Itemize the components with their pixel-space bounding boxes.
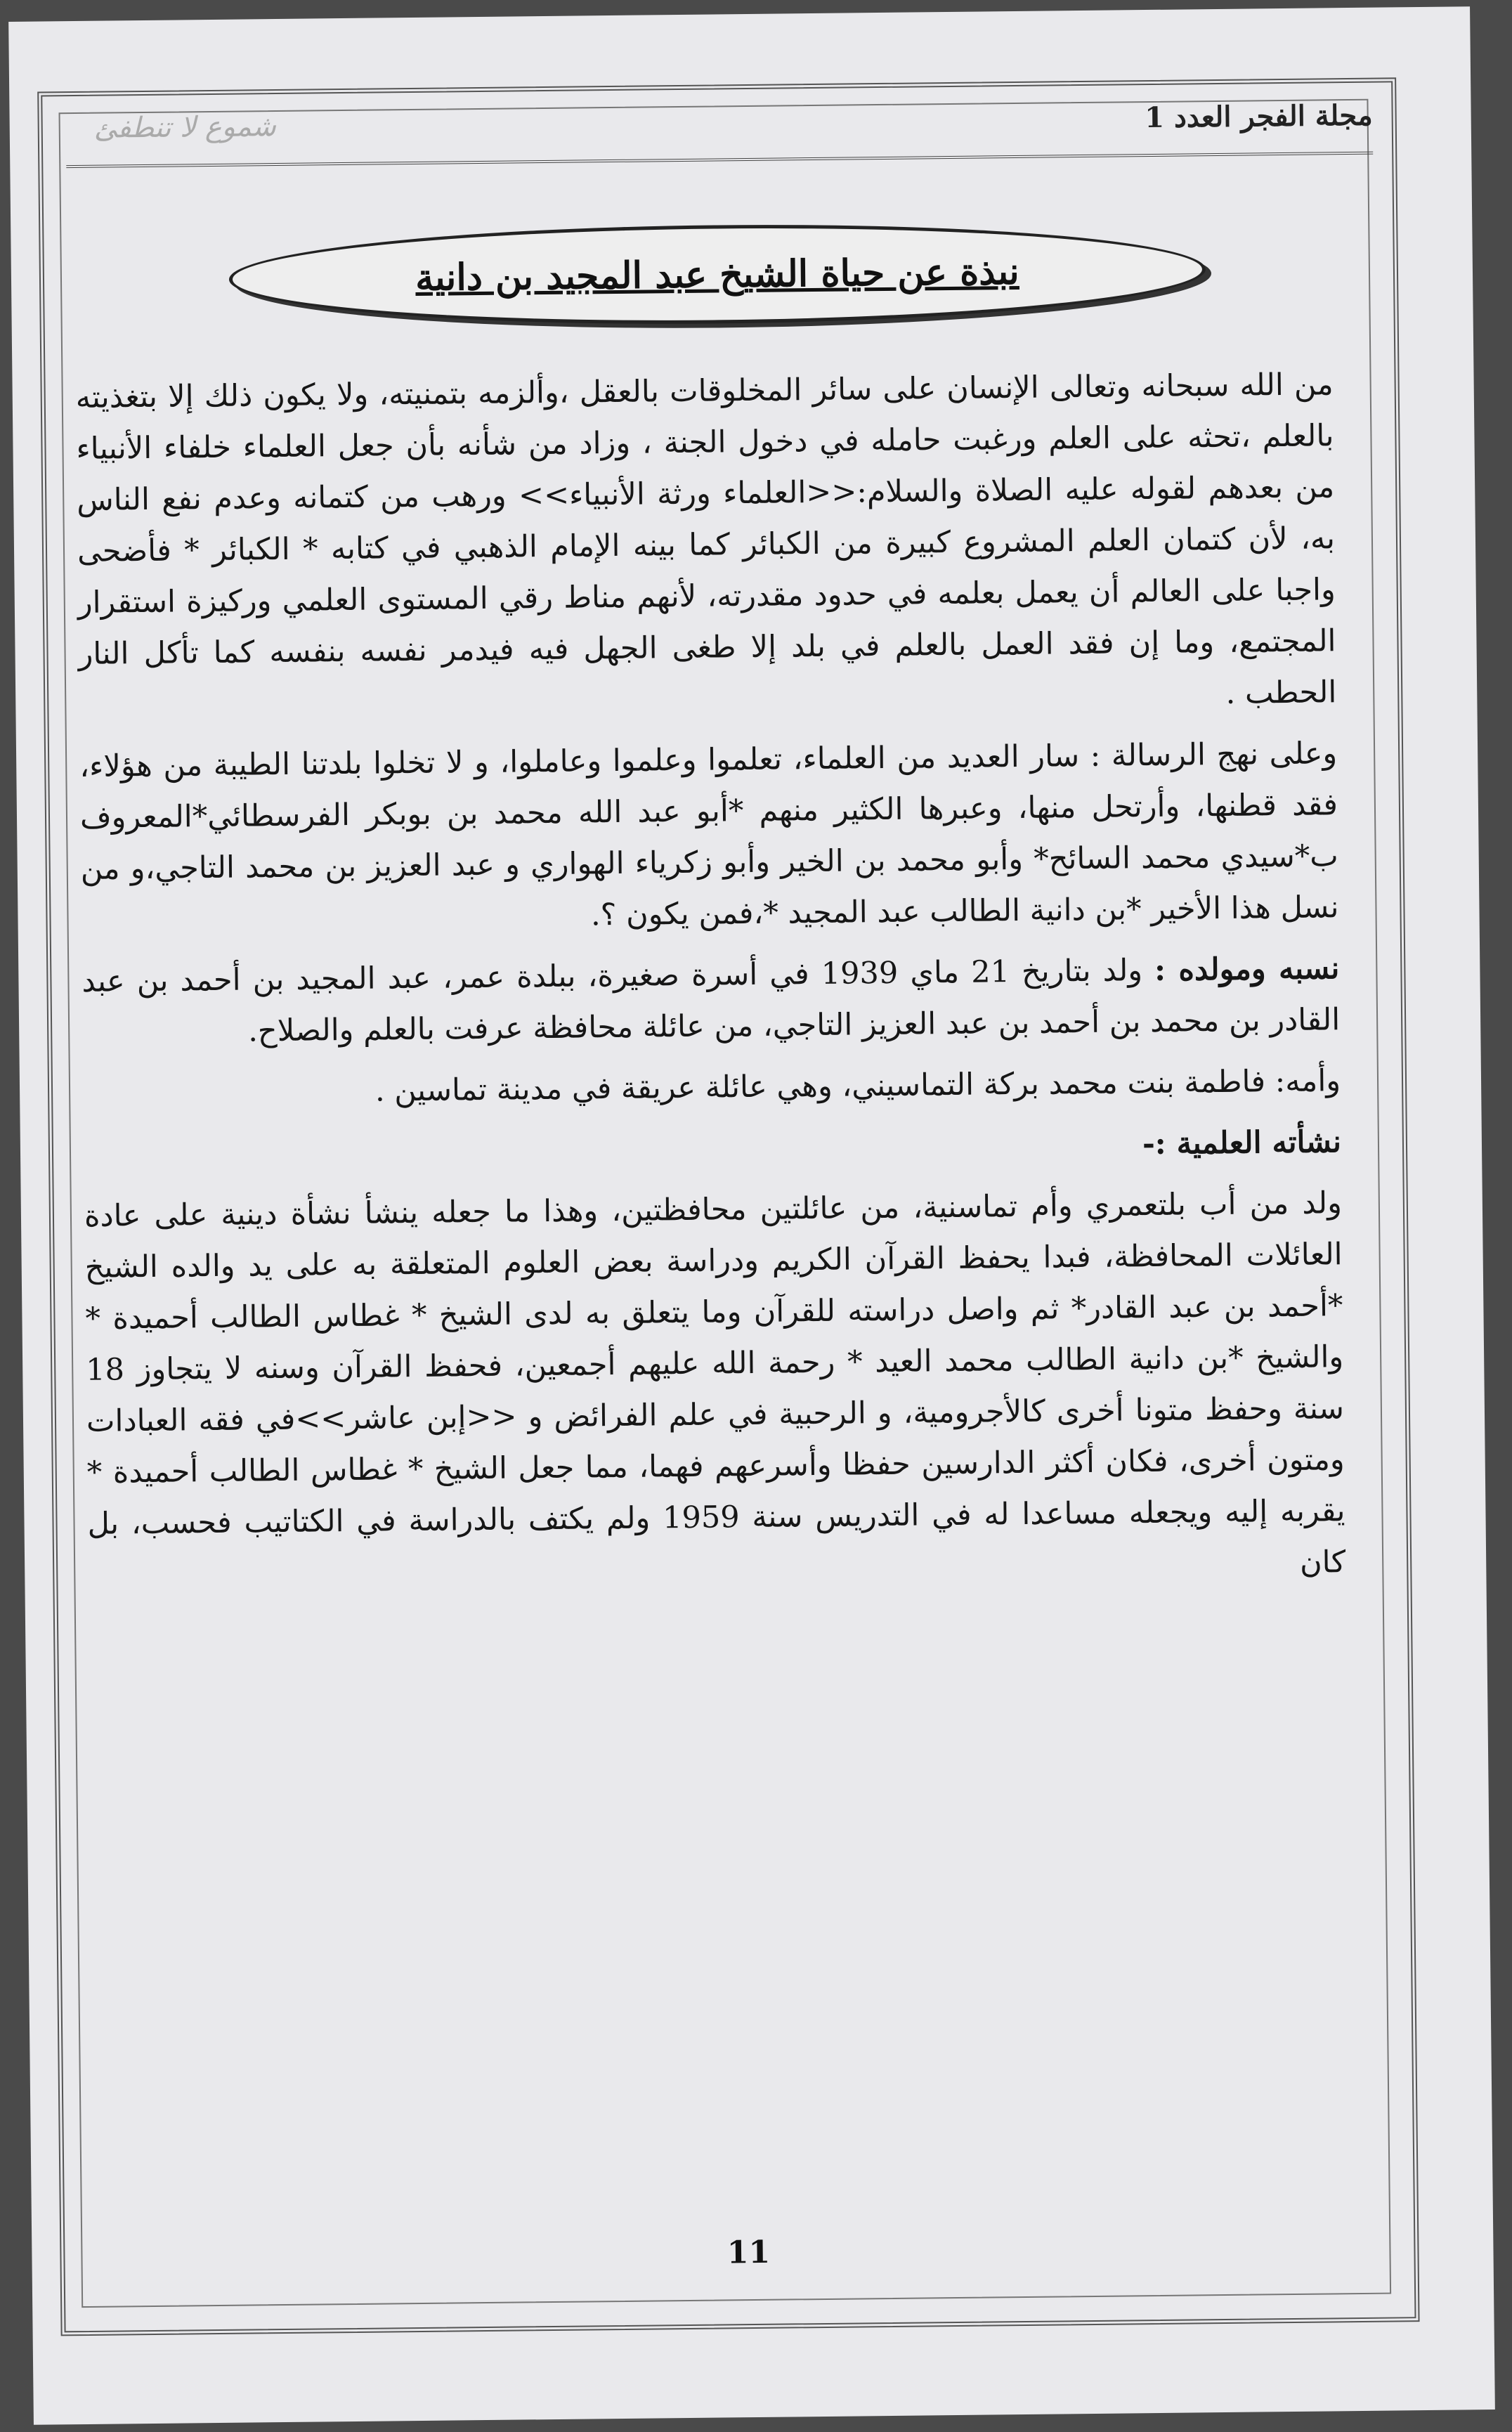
mother-paragraph: وأمه: فاطمة بنت محمد بركة التماسيني، وهي عائلة عريقة في مدينة تماسين . [374,1063,1341,1109]
scholars-paragraph: وعلى نهج الرسالة : سار العديد من العلماء، تعلموا وعلموا وعاملوا، و لا تخلوا بلدتنا الطيبة من هؤلاء، فقد قطنها، وأرتحل منها، وعبرها الكثير منهم *أبو عبد الله محمد بن بوبكر الفرسطائي*المعروف ب*سيدي محمد السائح* وأبو محمد بن الخير وأبو زكرياء الهواري و عبد العزيز بن محمد التاجي،و من نسل هذا الأخير *بن دانية الطالب عبد المجيد *،فمن يكون ؟. [79,736,1339,933]
article-body [75,359,1345,1611]
page-number: 11 [726,2234,771,2271]
intro-paragraph: من الله سبحانه وتعالى الإنسان على سائر المخلوقات بالعقل ،وألزمه بتمنيته، ولا يكون ذلك إلا بتغذيته بالعلم ،تحثه على العلم ورغبت حامله في دخول الجنة ، وزاد من شأنه بأن جعل العلماء خلفاء الأنبياء من بعدهم لقوله عليه الصلاة والسلام:<<العلماء ورثة الأنبياء>> ورهب من كتمانه وعدم نفع الناس به، لأن كتمان العلم المشروع كبيرة من الكبائر كما بينه الإمام الذهبي في كتابه * الكبائر * فأضحى واجبا على العالم أن يعمل بعلمه في حدود مقدرته، لأنهم مناط رقي المستوى العلمي وركيزة استقرار المجتمع، وما إن فقد العمل بالعلم في بلد إلا طغى الجهل فيه فيدمر نفسه بنفسه كما تأكل النار الحطب . [75,367,1337,711]
journal-name: مجلة الفجر العدد 1 [1145,98,1373,135]
birth-text: ولد بتاريخ 21 ماي 1939 في أسرة صغيرة، ببلدة عمر، عبد المجيد بن أحمد بن عبد القادر بن محمد بن أحمد بن عبد العزيز التاجي، من عائلة محافظة عرفت بالعلم والصلاح. [82,953,1341,1049]
birth-paragraph [82,943,1340,1059]
upbringing-heading: نشأته العلمية :- [1142,1124,1342,1162]
article-title: نبذة عن حياة الشيخ عبد المجيد بن دانية [415,249,1020,299]
document-page [8,6,1495,2425]
faded-header-text: شموع لا تنطفئ [93,110,276,145]
birth-heading: نسبه ومولده : [1154,951,1340,988]
upbringing-paragraph: ولد من أب بلتعمري وأم تماسنية، من عائلتين محافظتين، وهذا ما جعله ينشأ نشأة دينية على عادة العائلات المحافظة، فبدا يحفظ القرآن الكريم ودراسة بعض العلوم المتعلقة به على يد والده الشيخ *أحمد بن عبد القادر* ثم واصل دراسته للقرآن وما يتعلق به لدى الشيخ * غطاس الطالب أحميدة * والشيخ *بن دانية الطالب محمد العيد * رحمة الله عليهم أجمعين، فحفظ القرآن وسنه لا يتجاوز 18 سنة وحفظ متونا أخرى كالأجرومية، و الرحبية في علم الفرائض و <<إبن عاشر>>في فقه العبادات ومتون أخرى، فكان أكثر الدارسين حفظا وأسرعهم فهما، مما جعل الشيخ * غطاس الطالب أحميدة * يقربه إليه ويجعله مساعدا له في التدريس سنة 1959 ولم يكتف بالدراسة في الكتاتيب فحسب، بل كان [84,1185,1346,1580]
